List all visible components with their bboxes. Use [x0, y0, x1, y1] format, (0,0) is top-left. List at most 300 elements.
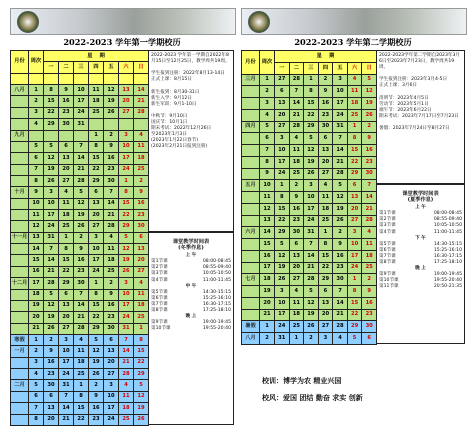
date-cell: 28: [119, 369, 134, 380]
note-line: 学生报到注册：2023年3月4-5日: [379, 77, 448, 83]
date-cell: 25: [289, 321, 304, 333]
calendar-row: [11, 380, 149, 391]
date-cell: 26: [44, 323, 59, 334]
bell-section-label: 下 午: [415, 235, 426, 241]
note-line: 新生军训：9月1-10日: [151, 101, 197, 107]
calendar-row: [242, 333, 377, 345]
date-cell: 4: [104, 232, 119, 243]
date-cell: 14: [44, 255, 59, 266]
month-cell: [11, 300, 29, 311]
date-cell: 27: [104, 369, 119, 380]
date-cell: 20: [347, 203, 362, 215]
date-cell: 12: [104, 85, 119, 96]
date-cell: 18: [289, 156, 304, 168]
campus-banner-right: [241, 8, 467, 35]
term1-calendar: [10, 50, 149, 426]
date-cell: [104, 73, 119, 84]
date-cell: 30: [44, 380, 59, 391]
calendar-row: [11, 369, 149, 380]
period-time: 16:30-17:15: [202, 301, 231, 307]
date-cell: [119, 73, 134, 84]
month-cell: [11, 357, 29, 368]
note-line: 期末考试：2023年7月17日至7月23日: [379, 113, 459, 119]
week-number-cell: 1: [29, 334, 44, 345]
week-number-cell: 3: [29, 357, 44, 368]
term2-calendar: [241, 50, 377, 345]
date-cell: 12: [304, 297, 319, 309]
weekday-cell: 五: [333, 62, 348, 74]
date-cell: 19: [89, 357, 104, 368]
date-cell: 12: [44, 300, 59, 311]
date-cell: 8: [74, 391, 89, 402]
date-cell: 14: [59, 403, 74, 414]
date-cell: 14: [304, 250, 319, 262]
note-line: (2023年2月21日报到注册): [151, 144, 208, 150]
date-cell: 13: [59, 153, 74, 164]
date-cell: 18: [119, 403, 134, 414]
date-cell: 22: [59, 266, 74, 277]
date-cell: 16: [318, 98, 333, 110]
date-cell: 6: [59, 289, 74, 300]
period-time: 15:25-16:10: [433, 247, 462, 253]
period-label: 第7节课: [379, 253, 396, 259]
date-cell: 20: [134, 255, 149, 266]
week-number-cell: 20: [260, 297, 275, 309]
period-time: 17:25-18:10: [202, 308, 231, 314]
date-cell: 11: [74, 346, 89, 357]
month-cell: [11, 198, 29, 209]
date-cell: 13: [318, 145, 333, 157]
date-cell: 4: [134, 278, 149, 289]
period-time: 17:25-18:10: [433, 260, 462, 266]
week-number-cell: 9: [29, 187, 44, 198]
date-cell: 26: [362, 109, 377, 121]
date-cell: 30: [362, 321, 377, 333]
date-cell: 30: [362, 168, 377, 180]
date-cell: 7: [104, 187, 119, 198]
date-cell: 23: [44, 369, 59, 380]
calendar-row: [242, 121, 377, 133]
week-number-cell: 12: [29, 221, 44, 232]
date-cell: 14: [74, 153, 89, 164]
date-cell: 28: [333, 168, 348, 180]
period-label: 第9节课: [379, 272, 396, 278]
month-cell: 十月: [11, 187, 29, 198]
date-cell: 15: [59, 255, 74, 266]
date-cell: 21: [289, 109, 304, 121]
ethos-label: 校风：: [262, 393, 283, 402]
date-cell: 29: [44, 119, 59, 130]
date-cell: 19: [275, 262, 290, 274]
month-cell: 一月: [11, 346, 29, 357]
date-cell: 11: [318, 192, 333, 204]
date-cell: 28: [289, 74, 304, 86]
date-cell: 28: [333, 321, 348, 333]
date-cell: 2: [318, 74, 333, 86]
motto-text: 博学为农 精业兴国: [283, 376, 342, 385]
date-cell: 10: [304, 192, 319, 204]
date-cell: 17: [74, 96, 89, 107]
weekday-cell: 一: [44, 62, 59, 73]
calendar-row: [11, 391, 149, 402]
date-cell: 27: [89, 221, 104, 232]
date-cell: 9: [44, 346, 59, 357]
month-cell: [11, 369, 29, 380]
calendar-row: [11, 164, 149, 175]
date-cell: 10: [44, 198, 59, 209]
date-cell: 17: [275, 156, 290, 168]
weekday-cell: 六: [347, 62, 362, 74]
period-time: 10:05-10:50: [202, 271, 231, 277]
calendar-row: [11, 210, 149, 221]
date-cell: 12: [275, 250, 290, 262]
date-cell: 1: [347, 121, 362, 133]
date-cell: 27: [59, 323, 74, 334]
month-cell: [242, 215, 260, 227]
date-cell: 18: [74, 357, 89, 368]
period-label: 第4节课: [151, 277, 168, 283]
month-cell: [11, 221, 29, 232]
week-number-cell: 2: [260, 333, 275, 345]
weekday-cell: 四: [89, 62, 104, 73]
date-cell: 20: [59, 312, 74, 323]
week-number-cell: 6: [29, 153, 44, 164]
week-number-cell: 5: [29, 141, 44, 152]
date-cell: 5: [44, 289, 59, 300]
period-time: 11:00-11:45: [202, 277, 231, 283]
date-cell: 8: [134, 334, 149, 345]
period-time: 08:00-08:45: [202, 259, 231, 265]
calendar-row: [242, 192, 377, 204]
date-cell: 27: [318, 168, 333, 180]
weekday-cell: 三: [74, 62, 89, 73]
date-cell: 16: [74, 255, 89, 266]
date-cell: 25: [104, 266, 119, 277]
date-cell: 21: [44, 266, 59, 277]
calendar-row: [242, 168, 377, 180]
calendar-month-header: 月份: [11, 51, 29, 74]
date-cell: 9: [89, 391, 104, 402]
date-cell: 2: [289, 180, 304, 192]
month-cell: [11, 210, 29, 221]
period-time: 11:00-11:45: [433, 229, 462, 235]
date-cell: 15: [275, 203, 290, 215]
date-cell: 3: [119, 278, 134, 289]
month-cell: [11, 141, 29, 152]
ethos-text: 爱国 团结 勤奋 求实 创新: [283, 393, 363, 402]
date-cell: 26: [304, 168, 319, 180]
date-cell: 8: [275, 192, 290, 204]
date-cell: 15: [347, 145, 362, 157]
weekday-label: 星: [316, 52, 322, 59]
calendar-week-header: 周次: [29, 51, 44, 74]
date-cell: 23: [59, 107, 74, 118]
date-cell: 28: [304, 274, 319, 286]
date-cell: 9: [289, 192, 304, 204]
month-cell: 八月: [242, 333, 260, 345]
week-number-cell: 18: [260, 274, 275, 286]
calendar-row: [11, 266, 149, 277]
date-cell: 5: [275, 239, 290, 251]
calendar-month-header: 月份: [242, 51, 260, 75]
weekday-cell: 六: [119, 62, 134, 73]
date-cell: 5: [347, 333, 362, 345]
date-cell: 6: [275, 86, 290, 98]
date-cell: 13: [347, 192, 362, 204]
month-cell: [242, 145, 260, 157]
date-cell: 27: [289, 274, 304, 286]
date-cell: 27: [59, 175, 74, 186]
date-cell: 9: [333, 239, 348, 251]
period-label: 第1节课: [379, 211, 396, 217]
calendar-week-header: 周次: [260, 51, 275, 75]
month-cell: 二月: [11, 380, 29, 391]
date-cell: [59, 130, 74, 141]
calendar-row: [11, 323, 149, 334]
date-cell: 21: [74, 164, 89, 175]
date-cell: 8: [89, 141, 104, 152]
calendar-row: [242, 215, 377, 227]
date-cell: 16: [104, 153, 119, 164]
date-cell: 15: [304, 98, 319, 110]
calendar-row: [242, 156, 377, 168]
period-time: 19:55-20:40: [433, 278, 462, 284]
weekday-label: 星: [87, 52, 93, 59]
date-cell: [89, 73, 104, 84]
week-number-cell: 4: [260, 109, 275, 121]
date-cell: 24: [59, 369, 74, 380]
date-cell: 9: [74, 244, 89, 255]
date-cell: 9: [104, 141, 119, 152]
calendar-row: [11, 278, 149, 289]
week-number-cell: 1: [29, 85, 44, 96]
date-cell: 25: [318, 215, 333, 227]
month-cell: [11, 73, 29, 84]
date-cell: 1: [304, 74, 319, 86]
date-cell: 29: [134, 369, 149, 380]
date-cell: 19: [304, 309, 319, 321]
date-cell: 31: [275, 333, 290, 345]
date-cell: 8: [89, 289, 104, 300]
date-cell: 24: [304, 215, 319, 227]
date-cell: 29: [89, 175, 104, 186]
date-cell: 15: [89, 300, 104, 311]
date-cell: 2: [104, 278, 119, 289]
date-cell: 21: [304, 262, 319, 274]
date-cell: 11: [289, 145, 304, 157]
weekday-cell: 日: [134, 62, 149, 73]
date-cell: 19: [362, 98, 377, 110]
date-cell: 12: [44, 153, 59, 164]
date-cell: 13: [44, 403, 59, 414]
bell-row: [151, 326, 231, 332]
date-cell: 10: [275, 145, 290, 157]
date-cell: 26: [333, 215, 348, 227]
date-cell: 20: [275, 109, 290, 121]
date-cell: 28: [289, 121, 304, 133]
date-cell: 14: [134, 85, 149, 96]
date-cell: 24: [119, 164, 134, 175]
date-cell: 23: [362, 156, 377, 168]
date-cell: 19: [119, 255, 134, 266]
month-cell: [11, 175, 29, 186]
date-cell: 14: [74, 300, 89, 311]
date-cell: 21: [134, 96, 149, 107]
week-number-cell: 12: [260, 203, 275, 215]
weekday-cell: 四: [318, 62, 333, 74]
month-cell: [242, 250, 260, 262]
date-cell: 22: [134, 357, 149, 368]
term1-bell-schedule: [148, 232, 234, 425]
date-cell: [74, 130, 89, 141]
date-cell: 16: [362, 297, 377, 309]
date-cell: 1: [89, 130, 104, 141]
weekday-cell: 二: [59, 62, 74, 73]
bell-schedule-subtitle: (冬季作息): [178, 245, 204, 252]
weekday-cell: 三: [304, 62, 319, 74]
date-cell: 5: [134, 380, 149, 391]
month-cell: [242, 109, 260, 121]
calendar-row: [242, 86, 377, 98]
period-time: 10:05-10:50: [433, 223, 462, 229]
calendar-row: [242, 133, 377, 145]
date-cell: 11: [59, 198, 74, 209]
date-cell: 31: [119, 323, 134, 334]
date-cell: 4: [134, 130, 149, 141]
date-cell: 10: [119, 141, 134, 152]
week-number-cell: 15: [260, 239, 275, 251]
date-cell: 21: [119, 357, 134, 368]
month-cell: 暑假: [242, 321, 260, 333]
date-cell: 11: [119, 391, 134, 402]
date-cell: 5: [362, 74, 377, 86]
bell-schedule-title: 课堂教学时间表: [402, 191, 439, 197]
date-cell: 29: [347, 168, 362, 180]
date-cell: 16: [333, 250, 348, 262]
date-cell: [134, 73, 149, 84]
calendar-row: [11, 255, 149, 266]
period-label: 第8节课: [379, 260, 396, 266]
month-cell: [242, 297, 260, 309]
date-cell: 26: [134, 414, 149, 425]
date-cell: 3: [304, 180, 319, 192]
date-cell: 17: [104, 403, 119, 414]
week-number-cell: 10: [29, 198, 44, 209]
date-cell: 1: [289, 333, 304, 345]
date-cell: 5: [119, 232, 134, 243]
date-cell: 17: [275, 309, 290, 321]
week-number-cell: 13: [29, 232, 44, 243]
date-cell: 17: [119, 153, 134, 164]
date-cell: 10: [347, 239, 362, 251]
date-cell: 8: [347, 286, 362, 298]
date-cell: 6: [362, 333, 377, 345]
period-time: 16:30-17:15: [433, 253, 462, 259]
date-cell: 20: [59, 164, 74, 175]
date-cell: 5: [304, 133, 319, 145]
date-cell: 22: [304, 109, 319, 121]
date-cell: 8: [318, 239, 333, 251]
date-cell: 12: [89, 346, 104, 357]
date-cell: 14: [333, 145, 348, 157]
note-line: 学生报到注册：2022年8月13-14日: [151, 71, 225, 77]
week-number-cell: 7: [260, 145, 275, 157]
month-cell: [242, 86, 260, 98]
date-cell: 13: [275, 98, 290, 110]
date-cell: 12: [362, 86, 377, 98]
date-cell: 18: [362, 250, 377, 262]
date-cell: 24: [347, 262, 362, 274]
date-cell: 15: [44, 96, 59, 107]
date-cell: 19: [104, 96, 119, 107]
term2-title: 2022-2023 学年第二学期校历: [294, 37, 412, 47]
date-cell: 9: [59, 85, 74, 96]
date-cell: 15: [89, 153, 104, 164]
calendar-row: [11, 73, 149, 84]
date-cell: 14: [289, 98, 304, 110]
date-cell: 2: [304, 333, 319, 345]
date-cell: 15: [347, 297, 362, 309]
calendar-row: [11, 289, 149, 300]
date-cell: 8: [119, 187, 134, 198]
motto-label: 校训：: [262, 376, 283, 385]
date-cell: 9: [362, 133, 377, 145]
date-cell: 22: [74, 414, 89, 425]
date-cell: 13: [59, 300, 74, 311]
date-cell: 24: [333, 109, 348, 121]
date-cell: 17: [89, 255, 104, 266]
bell-row: [379, 284, 462, 290]
week-number-cell: [29, 130, 44, 141]
date-cell: 23: [289, 215, 304, 227]
date-cell: 25: [134, 164, 149, 175]
date-cell: 16: [104, 300, 119, 311]
date-cell: 29: [89, 323, 104, 334]
date-cell: 25: [362, 262, 377, 274]
month-cell: [242, 168, 260, 180]
period-label: 第11节课: [379, 284, 399, 290]
week-number-cell: 8: [29, 175, 44, 186]
date-cell: 24: [74, 107, 89, 118]
date-cell: 28: [74, 323, 89, 334]
note-line: 中秋节：9月10日: [151, 113, 188, 119]
calendar-row: [11, 232, 149, 243]
date-cell: 20: [89, 210, 104, 221]
week-number-cell: 2: [29, 346, 44, 357]
calendar-row: [11, 346, 149, 357]
bell-section-label: 晚 上: [415, 266, 426, 272]
bell-schedule-title: 课堂教学时间表: [172, 239, 210, 245]
date-cell: 28: [44, 278, 59, 289]
date-cell: 15: [119, 198, 134, 209]
bell-section-label: 上 午: [415, 205, 426, 211]
week-number-cell: 20: [29, 312, 44, 323]
period-time: 15:25-16:10: [202, 295, 231, 301]
calendar-row: [11, 130, 149, 141]
term2-notes: [376, 50, 465, 184]
date-cell: 21: [74, 312, 89, 323]
date-cell: 5: [74, 187, 89, 198]
date-cell: 1: [119, 175, 134, 186]
period-time: 08:55-09:40: [202, 265, 231, 271]
date-cell: 25: [134, 312, 149, 323]
calendar-row: [242, 180, 377, 192]
date-cell: 6: [44, 391, 59, 402]
calendar-row: [242, 286, 377, 298]
date-cell: 10: [89, 244, 104, 255]
date-cell: 26: [104, 107, 119, 118]
date-cell: 27: [318, 321, 333, 333]
